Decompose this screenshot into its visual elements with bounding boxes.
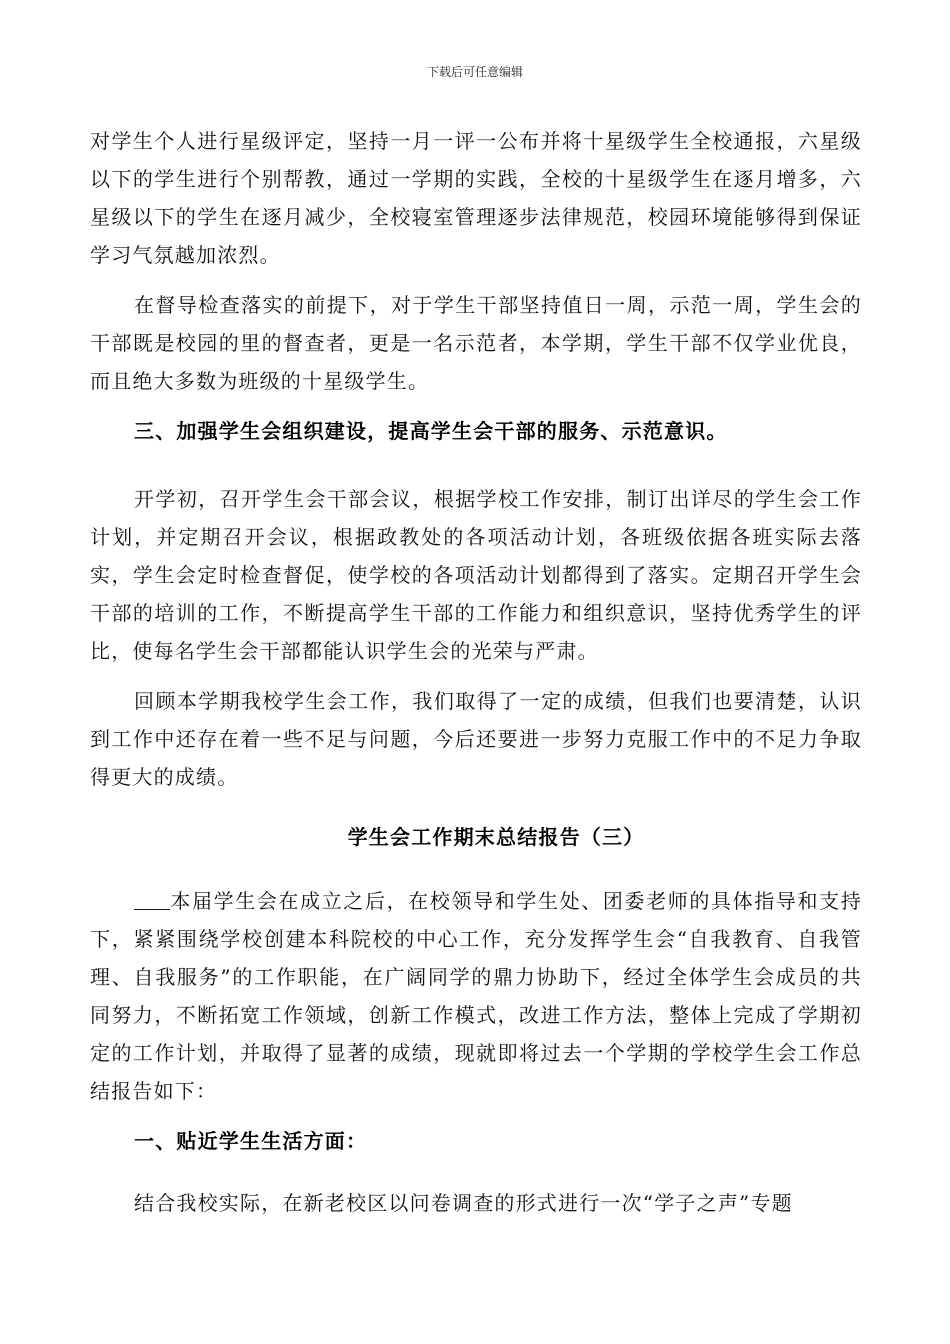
section-heading: 三、加强学生会组织建设，提高学生会干部的服务、示范意识。 [134,419,728,443]
report-title-block [90,818,862,856]
paragraph: 结合我校实际，在新老校区以问卷调查的形式进行一次“学子之声”专题 [134,1191,793,1215]
paragraph-block-2 [90,286,862,400]
section-heading-1-block [90,1122,862,1160]
paragraph-block-3 [90,480,862,670]
paragraph-block-4 [90,682,862,796]
paragraph-text: 本届学生会在成立之后，在校领导和学生处、团委老师的具体指导和支持下，紧紧围绕学校创建本科院校的中心工作，充分发挥学生会“自我教育、自我管理、自我服务”的工作职能，在广阔同学的鼎力协助下，经过全体学生会成员的共同努力，不断拓宽工作领域，创新工作模式，改进工作方法，整体上完成了学期初定的工作计划，并取得了显著的成绩，现就即将过去一个学期的学校学生会工作总结报告如下： [90,889,862,1103]
paragraph: 开学初，召开学生会干部会议，根据学校工作安排，制订出详尽的学生会工作计划，并定期召开会议，根据政教处的各项活动计划，各班级依据各班实际去落实，学生会定时检查督促，使学校的各项活动计划都得到了落实。定期召开学生会干部的培训的工作，不断提高学生干部的工作能力和组织意识，坚持优秀学生的评比，使每名学生会干部都能认识学生会的光荣与严肃。 [90,487,862,663]
paragraph: 对学生个人进行星级评定，坚持一月一评一公布并将十星级学生全校通报，六星级以下的学生进行个别帮教，通过一学期的实践，全校的十星级学生在逐月增多，六星级以下的学生在逐月减少，全校寝室管理逐步法律规范，校园环境能够得到保证学习气氛越加浓烈。 [90,129,862,267]
paragraph-block-1 [90,122,862,274]
paragraph: 回顾本学期我校学生会工作，我们取得了一定的成绩，但我们也要清楚，认识到工作中还存在着一些不足与问题，今后还要进一步努力克服工作中的不足力争取得更大的成绩。 [90,689,862,789]
page-header: 下载后可任意编辑 [426,65,523,79]
blank-underline [134,889,170,910]
section-heading: 一、贴近学生生活方面： [134,1129,368,1153]
report-title: 学生会工作期末总结报告（三） [347,825,645,849]
paragraph-block-6 [90,1184,862,1222]
section-heading-3-block [90,412,862,450]
paragraph [90,882,862,1110]
paragraph: 在督导检查落实的前提下，对于学生干部坚持值日一周，示范一周，学生会的干部既是校园的里的督查者，更是一名示范者，本学期，学生干部不仅学业优良，而且绝大多数为班级的十星级学生。 [90,293,862,393]
paragraph-block-5 [90,882,862,1110]
